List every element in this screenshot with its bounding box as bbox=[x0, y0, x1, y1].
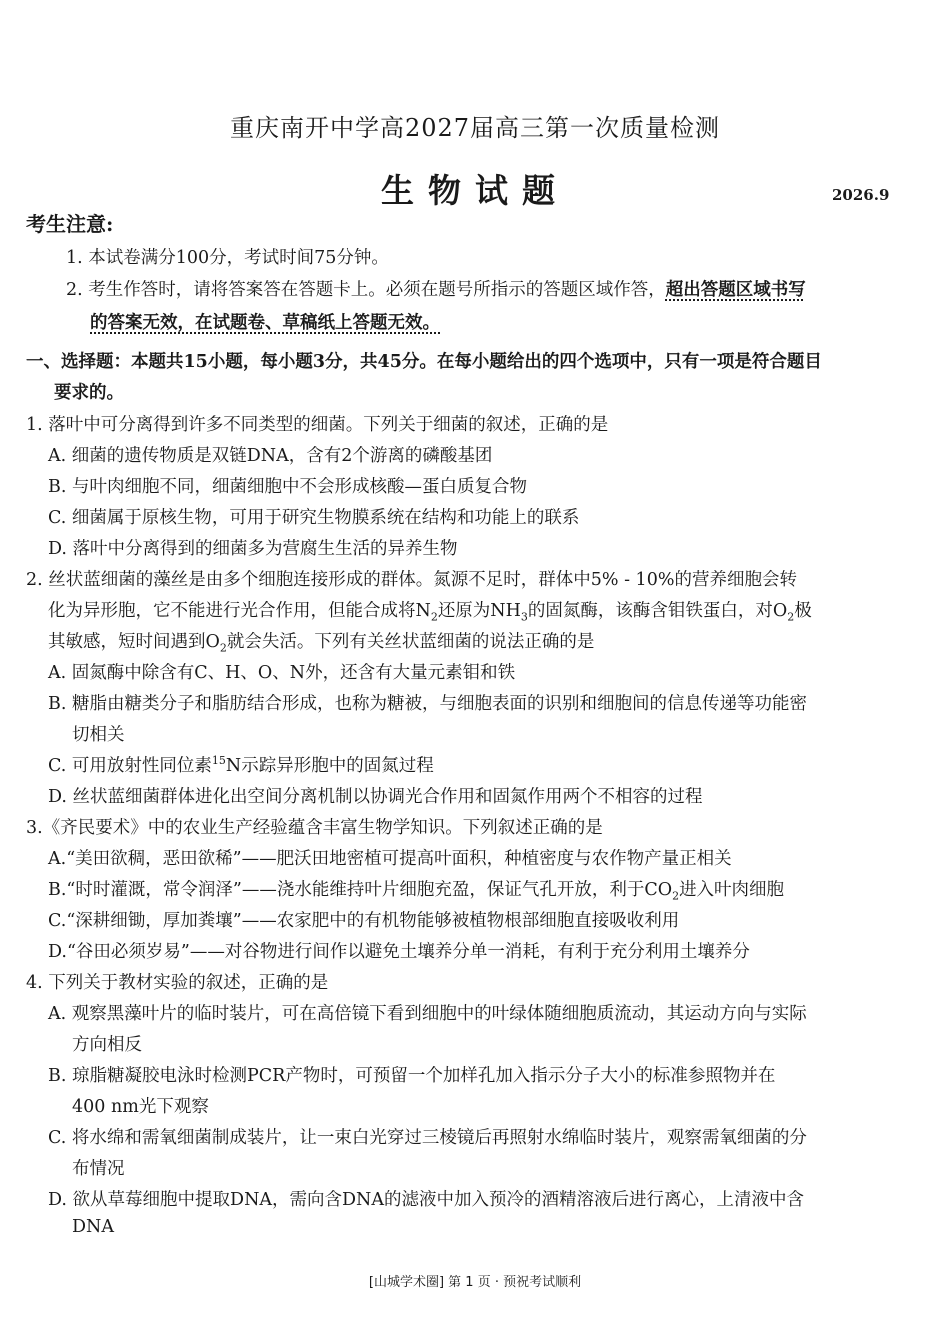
notice-item-2-continued: 的答案无效，在试题卷、草稿纸上答题无效。 bbox=[90, 313, 440, 333]
q2-subscript: 2 bbox=[787, 610, 795, 624]
q2-option-b: B. 糖脂由糖类分子和脂肪结合形成，也称为糖被，与细胞表面的识别和细胞间的信息传递等功能密 bbox=[48, 694, 807, 714]
q4-option-d: D. 欲从草莓细胞中提取DNA，需向含DNA的滤液中加入预冷的酒精溶液后进行离心，上清液中含 bbox=[48, 1190, 804, 1210]
section-heading-continued: 要求的。 bbox=[54, 383, 124, 403]
q3-stem: 3.《齐民要术》中的农业生产经验蕴含丰富生物学知识。下列叙述正确的是 bbox=[26, 818, 603, 838]
q2-option-d: D. 丝状蓝细菌群体进化出空间分离机制以协调光合作用和固氮作用两个不相容的过程 bbox=[48, 787, 703, 807]
notice-item-1: 1. 本试卷满分100分，考试时间75分钟。 bbox=[66, 248, 389, 268]
q2-stem-line3 bbox=[48, 628, 594, 655]
q2-option-a: A. 固氮酶中除含有C、H、O、N外，还含有大量元素钼和铁 bbox=[48, 663, 516, 683]
q3-option-c: C.“深耕细锄，厚加粪壤”——农家肥中的有机物能够被植物根部细胞直接吸收利用 bbox=[48, 911, 680, 931]
q3-option-a: A.“美田欲稠，恶田欲稀”——肥沃田地密植可提高叶面积，种植密度与农作物产量正相关 bbox=[48, 849, 732, 869]
q1-option-a: A. 细菌的遗传物质是双链DNA，含有2个游离的磷酸基团 bbox=[48, 446, 493, 466]
q2-text: 极 bbox=[794, 601, 812, 621]
exam-date: 2026.9 bbox=[832, 186, 890, 204]
q1-stem: 1. 落叶中可分离得到许多不同类型的细菌。下列关于细菌的叙述，正确的是 bbox=[26, 415, 609, 435]
notice-item-2 bbox=[66, 276, 806, 301]
q2-text: 的固氮酶，该酶含钼铁蛋白，对O bbox=[527, 601, 788, 621]
notice-item-2-emphasis: 超出答题区域书写 bbox=[665, 280, 806, 300]
q4-stem: 4. 下列关于教材实验的叙述，正确的是 bbox=[26, 973, 329, 993]
q3-text: B.“时时灌溉，常令润泽”——浇水能维持叶片细胞充盈，保证气孔开放，利于CO bbox=[48, 880, 673, 900]
q2-option-c bbox=[48, 752, 434, 777]
q4-option-b-continued: 400 nm光下观察 bbox=[72, 1097, 209, 1117]
q4-option-c-continued: 布情况 bbox=[72, 1159, 125, 1179]
q2-text: C. 可用放射性同位素 bbox=[48, 756, 212, 776]
q3-subscript: 2 bbox=[672, 889, 680, 903]
q2-stem-line1: 2. 丝状蓝细菌的藻丝是由多个细胞连接形成的群体。氮源不足时，群体中5% - 10%的营养细胞会转 bbox=[26, 570, 797, 590]
q4-option-a-continued: 方向相反 bbox=[72, 1035, 142, 1055]
q2-option-b-continued: 切相关 bbox=[72, 725, 125, 745]
q4-option-a: A. 观察黑藻叶片的临时装片，可在高倍镜下看到细胞中的叶绿体随细胞质流动，其运动方向与实际 bbox=[48, 1004, 807, 1024]
q3-text: 进入叶肉细胞 bbox=[679, 880, 785, 900]
q2-subscript: 2 bbox=[430, 610, 438, 624]
page-footer: [山城学术圈] 第 1 页 · 预祝考试顺利 bbox=[368, 1275, 582, 1290]
q4-option-c: C. 将水绵和需氧细菌制成装片，让一束白光穿过三棱镜后再照射水绵临时装片，观察需氧细菌的分 bbox=[48, 1128, 807, 1148]
q2-subscript: 2 bbox=[219, 641, 227, 655]
q4-option-d-continued: DNA bbox=[72, 1217, 114, 1237]
q2-text: 就会失活。下列有关丝状蓝细菌的说法正确的是 bbox=[226, 632, 595, 652]
q2-text: 化为异形胞，它不能进行光合作用，但能合成将N bbox=[48, 601, 431, 621]
q2-stem-line2 bbox=[48, 597, 812, 624]
notice-item-2-text: 2. 考生作答时，请将答案答在答题卡上。必须在题号所指示的答题区域作答， bbox=[66, 280, 666, 300]
q3-option-b bbox=[48, 876, 784, 903]
q2-text: 还原为NH bbox=[437, 601, 521, 621]
q2-superscript: 15 bbox=[211, 754, 226, 768]
q2-subscript: 3 bbox=[520, 610, 528, 624]
q1-option-b: B. 与叶肉细胞不同，细菌细胞中不会形成核酸—蛋白质复合物 bbox=[48, 477, 527, 497]
subject-title: 生物试题 bbox=[381, 171, 569, 210]
q2-text: 其敏感，短时间遇到O bbox=[48, 632, 220, 652]
exam-title: 重庆南开中学高2027届高三第一次质量检测 bbox=[229, 114, 721, 142]
notice-heading: 考生注意: bbox=[26, 212, 114, 236]
q2-text: N示踪异形胞中的固氮过程 bbox=[225, 756, 434, 776]
section-heading: 一、选择题：本题共15小题，每小题3分，共45分。在每小题给出的四个选项中，只有一项是符合题目 bbox=[26, 352, 822, 372]
q1-option-c: C. 细菌属于原核生物，可用于研究生物膜系统在结构和功能上的联系 bbox=[48, 508, 580, 528]
q1-option-d: D. 落叶中分离得到的细菌多为营腐生生活的异养生物 bbox=[48, 539, 458, 559]
q3-option-d: D.“谷田必须岁易”——对谷物进行间作以避免土壤养分单一消耗，有利于充分利用土壤养分 bbox=[48, 942, 750, 962]
q4-option-b: B. 琼脂糖凝胶电泳时检测PCR产物时，可预留一个加样孔加入指示分子大小的标准参照物并在 bbox=[48, 1066, 776, 1086]
